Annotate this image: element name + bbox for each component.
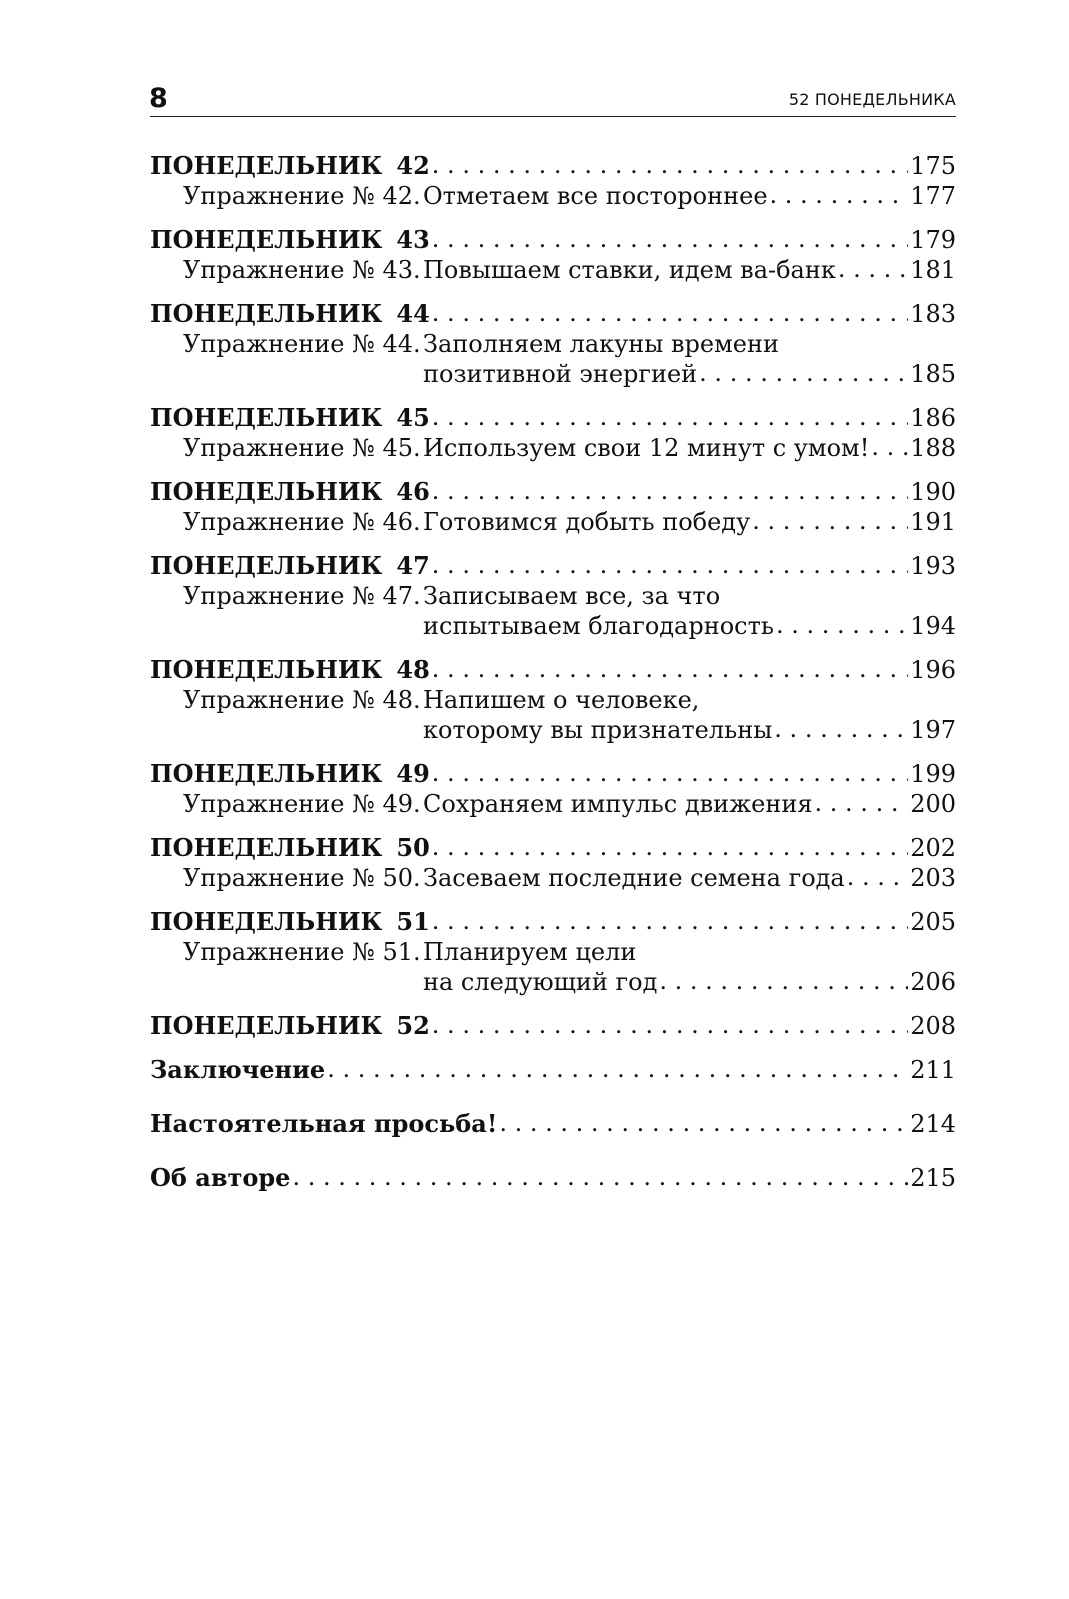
chapter-label: ПОНЕДЕЛЬНИК [150,833,383,862]
dot-leader [432,906,908,936]
toc-chapter-entry[interactable] [150,403,956,433]
page-ref: 206 [910,968,956,996]
toc-chapter-entry[interactable] [150,907,956,937]
dot-leader [432,832,908,862]
toc-final-entry[interactable] [150,1163,956,1193]
book-title: 52 ПОНЕДЕЛЬНИКА [788,90,956,109]
page-ref: 188 [910,434,956,462]
toc-exercise-entry[interactable] [150,507,956,537]
exercise-title-continued: позитивной энергией [423,360,698,388]
chapter-title [150,477,430,507]
toc-exercise-entry[interactable] [150,329,956,359]
chapter-label: ПОНЕДЕЛЬНИК [150,477,383,506]
chapter-number: 47 [396,551,430,580]
toc-chapter-entry[interactable] [150,477,956,507]
exercise-title: Напишем о человеке, [423,686,700,714]
page [150,80,956,1217]
chapter-title [150,403,430,433]
dot-leader [432,550,908,580]
toc-exercise-continuation[interactable] [150,359,956,389]
chapter-number: 52 [396,1011,430,1040]
exercise-prefix: Упражнение № 46. [183,508,421,536]
final-title: Об авторе [150,1163,291,1192]
exercise-prefix: Упражнение № 51. [183,938,421,966]
page-ref: 185 [910,360,956,388]
exercise-title: Заполняем лакуны времени [423,330,779,358]
exercise-prefix: Упражнение № 50. [183,864,421,892]
chapter-label: ПОНЕДЕЛЬНИК [150,151,383,180]
dot-leader [752,506,908,536]
page-ref: 214 [910,1110,956,1138]
chapter-title [150,299,430,329]
final-title: Настоятельная просьба! [150,1109,498,1138]
dot-leader [432,654,908,684]
exercise-prefix: Упражнение № 48. [183,686,421,714]
dot-leader [292,1162,908,1192]
chapter-label: ПОНЕДЕЛЬНИК [150,551,383,580]
chapter-title [150,833,430,863]
chapter-number: 49 [396,759,430,788]
chapter-title [150,759,430,789]
toc-final-group [150,1109,956,1139]
toc-chapter-entry[interactable] [150,1011,956,1041]
toc-final-entry[interactable] [150,1109,956,1139]
dot-leader [327,1054,908,1084]
toc-chapter-group [150,1011,956,1041]
toc-chapter-entry[interactable] [150,151,956,181]
dot-leader [499,1108,908,1138]
toc-exercise-continuation[interactable] [150,715,956,745]
page-ref: 199 [910,760,956,788]
exercise-title-continued: испытываем благодарность [423,612,774,640]
page-ref: 215 [910,1164,956,1192]
page-ref: 193 [910,552,956,580]
chapter-number: 48 [396,655,430,684]
chapter-title [150,655,430,685]
page-ref: 179 [910,226,956,254]
chapter-title [150,151,430,181]
toc-chapter-group [150,833,956,893]
exercise-prefix: Упражнение № 43. [183,256,421,284]
dot-leader [770,180,909,210]
dot-leader [776,610,908,640]
dot-leader [774,714,908,744]
dot-leader [847,862,908,892]
page-ref: 208 [910,1012,956,1040]
dot-leader [432,476,908,506]
chapter-number: 45 [396,403,430,432]
chapter-number: 43 [396,225,430,254]
exercise-prefix: Упражнение № 45. [183,434,421,462]
toc-chapter-group [150,655,956,745]
final-title: Заключение [150,1055,326,1084]
chapter-number: 51 [396,907,430,936]
page-ref: 205 [910,908,956,936]
chapter-label: ПОНЕДЕЛЬНИК [150,907,383,936]
page-ref: 202 [910,834,956,862]
page-ref: 203 [910,864,956,892]
exercise-prefix: Упражнение № 44. [183,330,421,358]
exercise-title: Отметаем все постороннее [423,182,768,210]
chapter-label: ПОНЕДЕЛЬНИК [150,759,383,788]
toc-chapter-group [150,477,956,537]
toc-chapter-group [150,225,956,285]
exercise-title: Сохраняем импульс движения [423,790,813,818]
toc-chapter-group [150,759,956,819]
page-ref: 186 [910,404,956,432]
toc-exercise-entry[interactable] [150,255,956,285]
chapter-label: ПОНЕДЕЛЬНИК [150,1011,383,1040]
toc-chapter-group [150,551,956,641]
toc-chapter-entry[interactable] [150,225,956,255]
toc-chapter-entry[interactable] [150,759,956,789]
toc-chapter-entry[interactable] [150,551,956,581]
chapter-title [150,907,430,937]
chapter-title [150,1011,430,1041]
exercise-prefix: Упражнение № 49. [183,790,421,818]
toc-final-group [150,1055,956,1085]
toc-exercise-entry[interactable] [150,433,956,463]
exercise-prefix: Упражнение № 42. [183,182,421,210]
chapter-title [150,225,430,255]
dot-leader [432,224,908,254]
chapter-label: ПОНЕДЕЛЬНИК [150,225,383,254]
toc-exercise-entry[interactable] [150,181,956,211]
chapter-number: 50 [396,833,430,862]
toc-exercise-entry[interactable] [150,937,956,967]
dot-leader [432,1010,908,1040]
page-ref: 183 [910,300,956,328]
page-ref: 191 [910,508,956,536]
page-ref: 197 [910,716,956,744]
dot-leader [432,150,908,180]
exercise-title: Используем свои 12 минут с умом! [423,434,870,462]
toc-final-group [150,1163,956,1193]
page-ref: 181 [910,256,956,284]
exercise-prefix: Упражнение № 47. [183,582,421,610]
toc-exercise-entry[interactable] [150,789,956,819]
toc-exercise-continuation[interactable] [150,611,956,641]
exercise-title: Засеваем последние семена года [423,864,845,892]
page-ref: 200 [910,790,956,818]
toc-chapter-group [150,907,956,997]
dot-leader [432,298,908,328]
toc-chapter-entry[interactable] [150,299,956,329]
chapter-label: ПОНЕДЕЛЬНИК [150,655,383,684]
page-ref: 190 [910,478,956,506]
exercise-title: Готовимся добыть победу [423,508,751,536]
chapter-number: 46 [396,477,430,506]
toc-chapter-entry[interactable] [150,833,956,863]
chapter-number: 44 [396,299,430,328]
dot-leader [838,254,908,284]
page-ref: 196 [910,656,956,684]
page-ref: 211 [910,1056,956,1084]
dot-leader [871,432,908,462]
dot-leader [815,788,909,818]
toc-exercise-entry[interactable] [150,863,956,893]
page-number: 8 [149,83,168,114]
dot-leader [432,758,908,788]
chapter-label: ПОНЕДЕЛЬНИК [150,403,383,432]
toc-chapter-group [150,299,956,389]
exercise-title-continued: на следующий год [423,968,658,996]
toc-chapter-entry[interactable] [150,655,956,685]
toc-final-entry[interactable] [150,1055,956,1085]
toc-chapter-group [150,403,956,463]
chapter-number: 42 [396,151,430,180]
page-ref: 177 [910,182,956,210]
toc-exercise-entry[interactable] [150,581,956,611]
exercise-title-continued: которому вы признательны [423,716,773,744]
exercise-title: Записываем все, за что [423,582,721,610]
toc-chapter-group [150,151,956,211]
toc-exercise-continuation[interactable] [150,967,956,997]
exercise-title: Повышаем ставки, идем ва-банк [423,256,836,284]
table-of-contents [150,151,956,1193]
page-ref: 175 [910,152,956,180]
page-ref: 194 [910,612,956,640]
chapter-title [150,551,430,581]
chapter-label: ПОНЕДЕЛЬНИК [150,299,383,328]
toc-exercise-entry[interactable] [150,685,956,715]
dot-leader [659,966,908,996]
exercise-title: Планируем цели [423,938,637,966]
dot-leader [699,358,908,388]
running-header [150,80,956,117]
dot-leader [432,402,908,432]
